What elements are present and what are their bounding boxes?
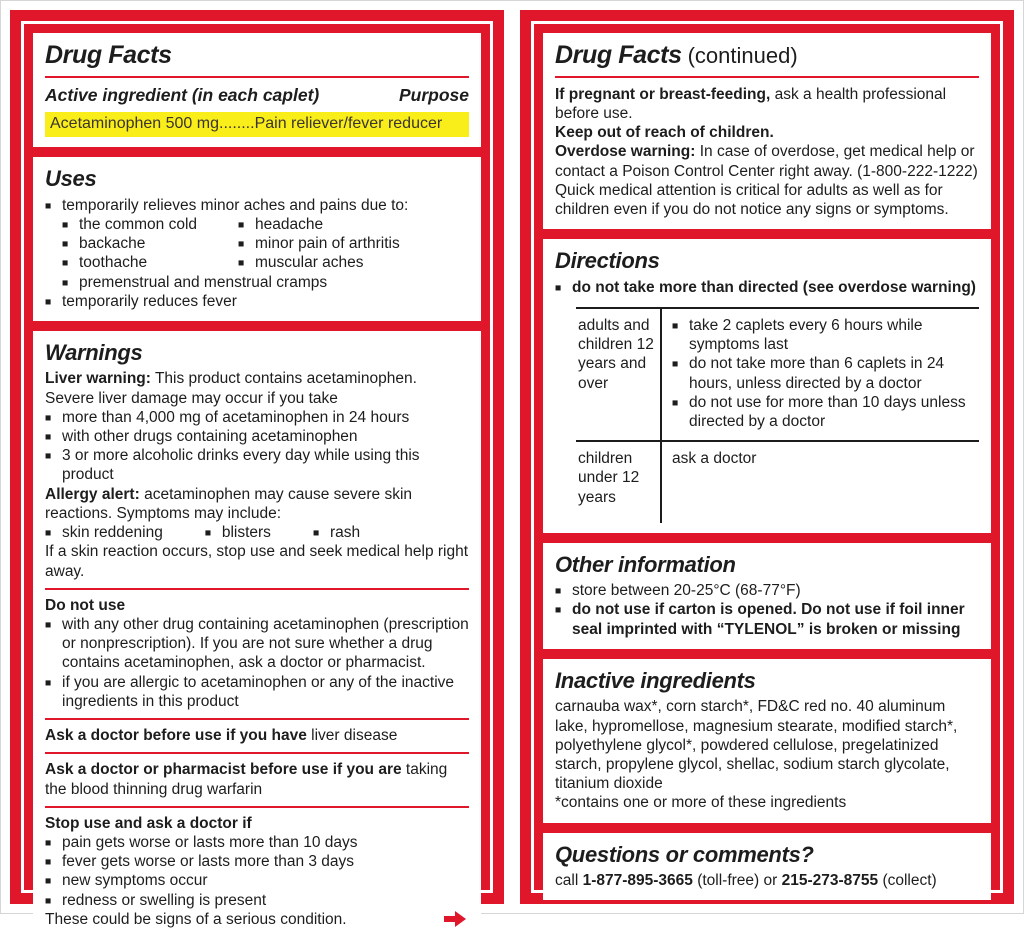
bullet-square-icon bbox=[45, 833, 62, 852]
stop-use-bullet: ■ pain gets worse or lasts more than 10 days bbox=[45, 833, 469, 852]
symptom-item: ■ rash bbox=[313, 523, 360, 542]
directions-title: Directions bbox=[555, 248, 660, 274]
directions-box bbox=[543, 239, 991, 533]
bullet-square-icon bbox=[672, 354, 689, 373]
warnings-title: Warnings bbox=[45, 339, 143, 365]
serious-condition-note: These could be signs of a serious condition. bbox=[45, 910, 347, 928]
uses-sub-list bbox=[62, 215, 469, 292]
bullet-square-icon bbox=[45, 523, 62, 542]
section-divider bbox=[45, 588, 469, 590]
questions-title: Questions or comments? bbox=[555, 841, 814, 867]
liver-warning-bullet: ■ 3 or more alcoholic drinks every day while using this product bbox=[45, 446, 469, 484]
bullet-square-icon bbox=[45, 852, 62, 871]
drug-facts-title: Drug Facts bbox=[45, 41, 172, 69]
table-row-children bbox=[576, 442, 979, 523]
uses-sub-item: ■ toothache bbox=[62, 253, 238, 272]
uses-bullet: ■ temporarily relieves minor aches and pains due to: bbox=[45, 196, 469, 215]
bullet-square-icon bbox=[45, 673, 62, 692]
keep-away-text: Keep out of reach of children. bbox=[555, 124, 774, 142]
liver-warning-text: Liver warning: This product contains acetaminophen. Severe liver damage may occur if you take bbox=[45, 370, 417, 407]
dosage-cell: ask a doctor bbox=[672, 450, 757, 468]
bullet-square-icon bbox=[45, 427, 62, 446]
uses-sub-item: ■ headache bbox=[238, 215, 469, 234]
title-rule bbox=[555, 76, 979, 78]
uses-sub-item: ■ backache bbox=[62, 234, 238, 253]
drug-facts-panel-left bbox=[10, 10, 504, 928]
stop-use-heading: Stop use and ask a doctor if bbox=[45, 814, 252, 832]
bullet-square-icon bbox=[672, 316, 689, 335]
symptom-list bbox=[45, 523, 469, 542]
inactive-ingredients-box bbox=[543, 659, 991, 823]
serious-condition-row bbox=[45, 910, 469, 929]
dosage-bullet: ■ do not use for more than 10 days unless directed by a doctor bbox=[672, 393, 979, 431]
inactive-ingredients-list: carnauba wax*, corn starch*, FD&C red no. 40 aluminum lake, hypromellose, magnesium stearate, modified starch*, polyethylene glycol*, powdered cellulose, pregelatinized starch, propylene glycol, shellac, sodium starch glycolate, titanium dioxide bbox=[555, 698, 958, 793]
bullet-square-icon bbox=[555, 581, 572, 600]
pregnancy-warning-text: If pregnant or breast-feeding, ask a health professional before use. bbox=[555, 85, 947, 122]
section-divider bbox=[45, 752, 469, 754]
do-not-use-bullet: ■ if you are allergic to acetaminophen or any of the inactive ingredients in this product bbox=[45, 673, 469, 711]
bullet-square-icon bbox=[313, 523, 330, 542]
allergy-alert-text: Allergy alert: acetaminophen may cause severe skin reactions. Symptoms may include: bbox=[45, 485, 413, 522]
bullet-square-icon bbox=[238, 234, 255, 253]
bullet-square-icon bbox=[238, 253, 255, 272]
title-rule bbox=[45, 76, 469, 78]
inactive-ingredients-title: Inactive ingredients bbox=[555, 667, 756, 693]
uses-sub-item: ■ premenstrual and menstrual cramps bbox=[62, 273, 469, 292]
directions-note: ■ do not take more than directed (see overdose warning) bbox=[555, 278, 979, 297]
uses-sub-item: ■ the common cold bbox=[62, 215, 238, 234]
skin-reaction-note: If a skin reaction occurs, stop use and seek medical help right away. bbox=[45, 543, 469, 580]
dosage-bullet: ■ do not take more than 6 caplets in 24 hours, unless directed by a doctor bbox=[672, 354, 979, 392]
drug-facts-panel-right bbox=[520, 10, 1014, 904]
dosage-table bbox=[576, 307, 979, 523]
continue-right-arrow-icon bbox=[443, 911, 467, 927]
bullet-square-icon bbox=[62, 234, 79, 253]
bullet-square-icon bbox=[62, 273, 79, 292]
symptom-item: ■ blisters bbox=[205, 523, 271, 542]
do-not-use-bullet: ■ with any other drug containing acetaminophen (prescription or nonprescription). If you are not sure whether a drug contains acetaminophen, ask a doctor or pharmacist. bbox=[45, 615, 469, 673]
phone-toll-free: 1-877-895-3665 bbox=[582, 872, 693, 889]
drug-facts-header-box bbox=[33, 33, 481, 147]
age-group-cell: adults and children 12 years and over bbox=[576, 309, 662, 440]
stop-use-bullet: ■ new symptoms occur bbox=[45, 871, 469, 890]
ingredients-footnote: *contains one or more of these ingredients bbox=[555, 794, 847, 812]
overdose-warning-text: Overdose warning: In case of overdose, get medical help or contact a Poison Control Center right away. (1-800-222-1222) Quick medical attention is critical for adults as well as for children even if you do not notice any signs or symptoms. bbox=[555, 143, 978, 219]
bullet-square-icon bbox=[205, 523, 222, 542]
bullet-square-icon bbox=[45, 891, 62, 910]
bullet-square-icon bbox=[45, 446, 62, 465]
seal-warning-bullet: ■ do not use if carton is opened. Do not use if foil inner seal imprinted with “TYLENOL” is broken or missing bbox=[555, 600, 979, 638]
bullet-square-icon bbox=[45, 615, 62, 634]
drug-facts-continued-box bbox=[543, 33, 991, 229]
symptom-item: ■ skin reddening bbox=[45, 523, 163, 542]
ask-doctor-text: Ask a doctor before use if you have liver disease bbox=[45, 727, 398, 745]
ask-pharmacist-text: Ask a doctor or pharmacist before use if you are taking the blood thinning drug warfarin bbox=[45, 761, 448, 798]
section-divider bbox=[45, 806, 469, 808]
uses-box bbox=[33, 157, 481, 321]
uses-bullet: ■ temporarily reduces fever bbox=[45, 292, 469, 311]
bullet-square-icon bbox=[238, 215, 255, 234]
contact-line: call 1-877-895-3665 (toll-free) or 215-273-8755 (collect) bbox=[555, 872, 937, 889]
active-ingredient-heading: Active ingredient (in each caplet) bbox=[45, 84, 320, 105]
purpose-heading: Purpose bbox=[398, 84, 469, 105]
uses-title: Uses bbox=[45, 166, 97, 192]
stop-use-bullet: ■ redness or swelling is present bbox=[45, 891, 469, 910]
continued-label: (continued) bbox=[687, 43, 798, 68]
storage-bullet: ■ store between 20-25°C (68-77°F) bbox=[555, 581, 979, 600]
warnings-box bbox=[33, 331, 481, 939]
bullet-square-icon bbox=[45, 196, 62, 215]
stop-use-bullet: ■ fever gets worse or lasts more than 3 days bbox=[45, 852, 469, 871]
bullet-square-icon bbox=[555, 600, 572, 619]
active-ingredient-heading-row bbox=[45, 85, 469, 107]
phone-collect: 215-273-8755 bbox=[781, 872, 879, 889]
liver-warning-bullet: ■ with other drugs containing acetaminophen bbox=[45, 427, 469, 446]
bullet-square-icon bbox=[672, 393, 689, 412]
bullet-square-icon bbox=[45, 292, 62, 311]
bullet-square-icon bbox=[62, 253, 79, 272]
bullet-square-icon bbox=[45, 871, 62, 890]
dosage-bullet: ■ take 2 caplets every 6 hours while symptoms last bbox=[672, 316, 979, 354]
other-information-title: Other information bbox=[555, 551, 736, 577]
other-information-box bbox=[543, 543, 991, 649]
uses-sub-item: ■ muscular aches bbox=[238, 253, 469, 272]
dosage-cell bbox=[662, 309, 979, 440]
table-row-adults bbox=[576, 309, 979, 442]
questions-box bbox=[543, 833, 991, 901]
bullet-square-icon bbox=[45, 408, 62, 427]
age-group-cell: children under 12 years bbox=[576, 442, 662, 523]
section-divider bbox=[45, 718, 469, 720]
active-ingredient-highlighted-line: Acetaminophen 500 mg........Pain reliever/fever reducer bbox=[45, 112, 469, 137]
bullet-square-icon bbox=[555, 278, 572, 297]
drug-facts-title: Drug Facts bbox=[555, 41, 682, 69]
do-not-use-heading: Do not use bbox=[45, 596, 126, 614]
liver-warning-bullet: ■ more than 4,000 mg of acetaminophen in 24 hours bbox=[45, 408, 469, 427]
uses-sub-item: ■ minor pain of arthritis bbox=[238, 234, 469, 253]
bullet-square-icon bbox=[62, 215, 79, 234]
